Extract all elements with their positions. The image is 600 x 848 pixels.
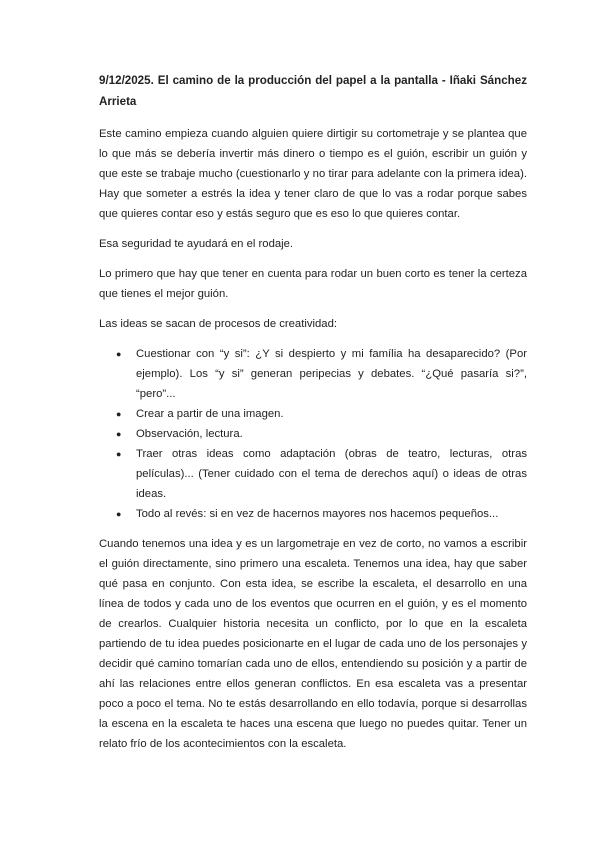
intro-paragraph: Este camino empieza cuando alguien quiere dirtigir su cortometraje y se plantea que lo que más se debería invertir más dinero o tiempo es el guión, escribir un guión y que este se trabaje mucho (cuestionarlo y no tirar para adelante con la primera idea). Hay que someter a estrés la idea y tener claro de que lo vas a rodar porque sabes que quieres contar eso y estás seguro que es eso lo que quieres contar.	[99, 128, 527, 220]
document-body	[99, 70, 527, 764]
list-item-text: Observación, lectura.	[136, 428, 243, 440]
list-item	[99, 424, 527, 444]
list-item	[99, 404, 527, 424]
list-item-text: Todo al revés: si en vez de hacernos mayores nos hacemos pequeños...	[136, 508, 499, 520]
list-item-text: Traer otras ideas como adaptación (obras de teatro, lecturas, otras películas)... (Tener cuidado con el tema de derechos aquí) o ideas de otras ideas.	[136, 448, 527, 500]
security-paragraph: Esa seguridad te ayudará en el rodaje.	[99, 238, 294, 250]
bullet-icon: ●	[116, 349, 122, 359]
list-item	[99, 344, 527, 404]
escaleta-paragraph: Cuando tenemos una idea y es un largometraje en vez de corto, no vamos a escribir el guión directamente, sino primero una escaleta. Tenemos una idea, hay que saber qué pasa en conjunto. Con esta idea, se escribe la escaleta, el desarrollo en una línea de todos y cada uno de los eventos que ocurren en el guión, y es el momento de crearlos. Cualquier historia necesita un conflicto, por lo que en la escaleta partiendo de tu idea puedes posicionarte en el lugar de cada uno de los personajes y decidir qué camino tomarían cada uno de ellos, entendiendo su posición y a partir de ahí las relaciones entre ellos generan conflictos. En esa escaleta vas a presentar poco a poco el tema. No te estás desarrollando en ello todavía, porque si desarrollas la escena en la escaleta te haces una escena que luego no puedes quitar. Tener un relato frío de los acontecimientos con la escaleta.	[99, 538, 527, 750]
list-item	[99, 504, 527, 524]
list-item-text: Crear a partir de una imagen.	[136, 408, 284, 420]
list-item	[99, 444, 527, 504]
bullet-icon: ●	[116, 409, 122, 419]
bullet-icon: ●	[116, 509, 122, 519]
ideas-intro-paragraph: Las ideas se sacan de procesos de creatividad:	[99, 318, 338, 330]
document-title: 9/12/2025. El camino de la producción del papel a la pantalla - Iñaki Sánchez Arrieta	[99, 74, 527, 108]
creativity-list	[99, 344, 527, 524]
bullet-icon: ●	[116, 449, 122, 459]
list-item-text: Cuestionar con “y si”: ¿Y si despierto y mi família ha desaparecido? (Por ejemplo). Los “y si” generan peripecias y debates. “¿Qué pasaría si?”, “pero”...	[136, 348, 527, 400]
best-script-paragraph: Lo primero que hay que tener en cuenta para rodar un buen corto es tener la certeza que tienes el mejor guión.	[99, 268, 527, 300]
bullet-icon: ●	[116, 429, 122, 439]
